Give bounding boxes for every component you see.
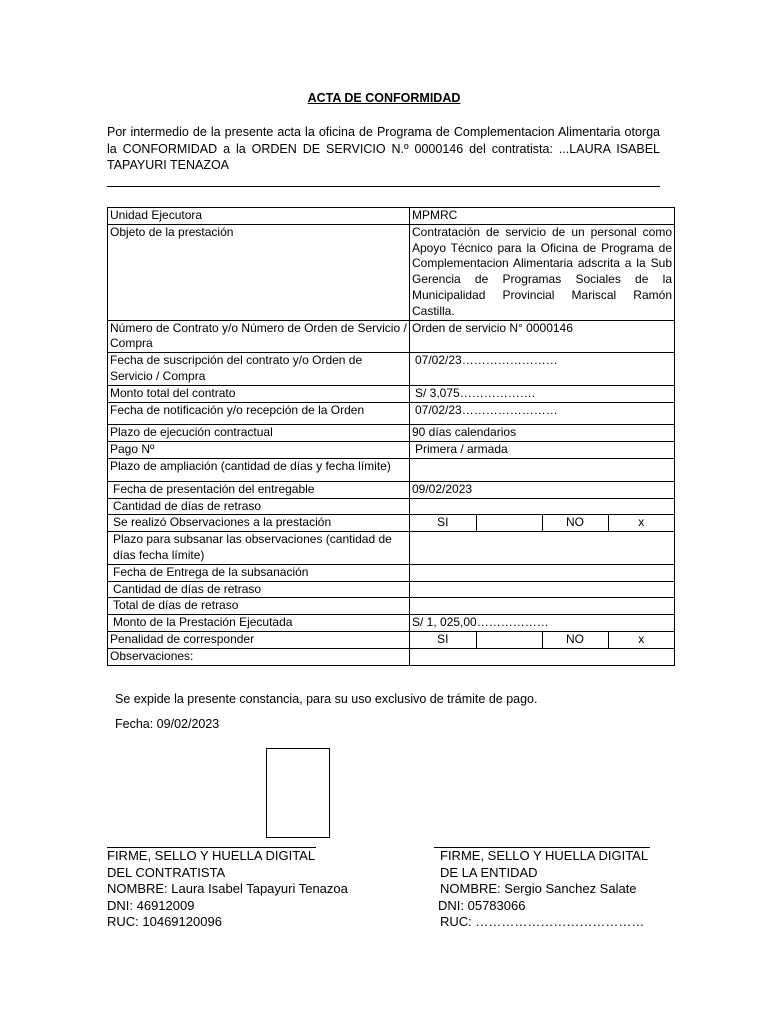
conformity-table: [107, 207, 675, 666]
row-label: Observaciones:: [108, 648, 410, 665]
row-value: [410, 648, 675, 665]
no-mark: x: [638, 515, 645, 530]
table-row: [108, 224, 675, 320]
table-row: [108, 581, 675, 598]
row-label: Total de días de retraso: [108, 598, 410, 615]
table-row: [108, 648, 675, 665]
issue-date: Fecha: 09/02/2023: [115, 717, 220, 731]
row-label: Pago Nº: [108, 442, 410, 459]
table-row: [108, 631, 675, 648]
observ-options: [410, 515, 675, 532]
row-label: Unidad Ejecutora: [108, 208, 410, 225]
row-label: Monto total del contrato: [108, 385, 410, 402]
row-label: Número de Contrato y/o Número de Orden de Servicio / Compra: [108, 320, 410, 353]
signature-caption: FIRME, SELLO Y HUELLA DIGITAL: [107, 848, 316, 863]
table-row: [108, 481, 675, 498]
row-value: [410, 598, 675, 615]
row-label: Fecha de presentación del entregable: [108, 481, 410, 498]
signature-role: DEL CONTRATISTA: [107, 864, 226, 880]
row-value: [410, 532, 675, 565]
table-row: [108, 385, 675, 402]
row-value: 09/02/2023: [410, 481, 675, 498]
row-label: Fecha de suscripción del contrato y/o Orden de Servicio / Compra: [108, 353, 410, 386]
statement: Se expide la presente constancia, para su uso exclusivo de trámite de pago.: [115, 692, 538, 706]
signer-name: NOMBRE: Sergio Sanchez Salate: [440, 881, 637, 896]
row-label: Plazo de ejecución contractual: [108, 425, 410, 442]
row-label: Penalidad de corresponder: [108, 631, 410, 648]
entity-signature: [440, 848, 648, 931]
row-label: Monto de la Prestación Ejecutada: [108, 615, 410, 632]
si-mark: [476, 515, 542, 531]
table-row: [108, 498, 675, 515]
row-label: Fecha de notificación y/o recepción de la Orden: [108, 402, 410, 425]
row-value: S/ 3,075……………….: [410, 385, 675, 402]
table-row: [108, 515, 675, 532]
row-value: [410, 564, 675, 581]
table-row: [108, 402, 675, 425]
no-label: NO: [542, 632, 608, 648]
row-value: 07/02/23……………………: [410, 353, 675, 386]
signer-name: NOMBRE: Laura Isabel Tapayuri Tenazoa: [107, 881, 348, 896]
row-label: Objeto de la prestación: [108, 224, 410, 320]
row-label: Cantidad de días de retraso: [108, 498, 410, 515]
row-value: 07/02/23……………………: [410, 402, 675, 425]
penalidad-options: [410, 631, 675, 648]
row-label: Se realizó Observaciones a la prestación: [108, 515, 410, 532]
row-value: Primera / armada: [410, 442, 675, 459]
signer-dni: DNI: 05783066: [438, 897, 526, 913]
row-value: [410, 458, 675, 481]
signature-role: DE LA ENTIDAD: [440, 864, 538, 880]
table-row: [108, 532, 675, 565]
table-row: [108, 564, 675, 581]
row-label: Fecha de Entrega de la subsanación: [108, 564, 410, 581]
table-row: [108, 442, 675, 459]
no-mark: x: [638, 631, 645, 646]
row-value: Contratación de servicio de un personal como Apoyo Técnico para la Oficina de Programa de Complementacion Alimentaria adscrita a la Sub Gerencia de Programas Sociales de la Municipalidad Provincial Mariscal Ramón Castilla.: [410, 224, 675, 320]
row-value: [410, 581, 675, 598]
separator-line: [107, 186, 660, 187]
table-row: [108, 598, 675, 615]
row-label: Plazo para subsanar las observaciones (cantidad de días fecha límite): [108, 532, 410, 565]
signer-dni: DNI: 46912009: [107, 897, 195, 913]
si-label: SI: [410, 632, 476, 648]
row-value: S/ 1, 025,00………………: [410, 615, 675, 632]
table-row: [108, 320, 675, 353]
table-row: [108, 353, 675, 386]
table-row: [108, 208, 675, 225]
si-mark: [476, 632, 542, 648]
table-row: [108, 615, 675, 632]
document-title: ACTA DE CONFORMIDAD: [307, 91, 461, 105]
row-value: [410, 498, 675, 515]
contractor-signature: [107, 848, 348, 931]
row-label: Plazo de ampliación (cantidad de días y fecha límite): [108, 458, 410, 481]
si-label: SI: [410, 515, 476, 531]
table-row: [108, 425, 675, 442]
row-label: Cantidad de días de retraso: [108, 581, 410, 598]
signer-ruc: RUC: …………………………………: [440, 914, 645, 929]
row-value: 90 días calendarios: [410, 425, 675, 442]
signature-caption: FIRME, SELLO Y HUELLA DIGITAL: [440, 848, 649, 863]
signer-ruc: RUC: 10469120096: [107, 914, 222, 929]
row-value: MPMRC: [410, 208, 675, 225]
intro-paragraph: Por intermedio de la presente acta la oficina de Programa de Complementacion Alimentaria otorga la CONFORMIDAD a la ORDEN DE SERVICIO N.º 0000146 del contratista: ...LAURA ISABEL TAPAYURI TENAZOA: [107, 125, 660, 172]
no-label: NO: [542, 515, 608, 531]
row-value: Orden de servicio N° 0000146: [410, 320, 675, 353]
table-row: [108, 458, 675, 481]
fingerprint-box: [266, 748, 330, 838]
